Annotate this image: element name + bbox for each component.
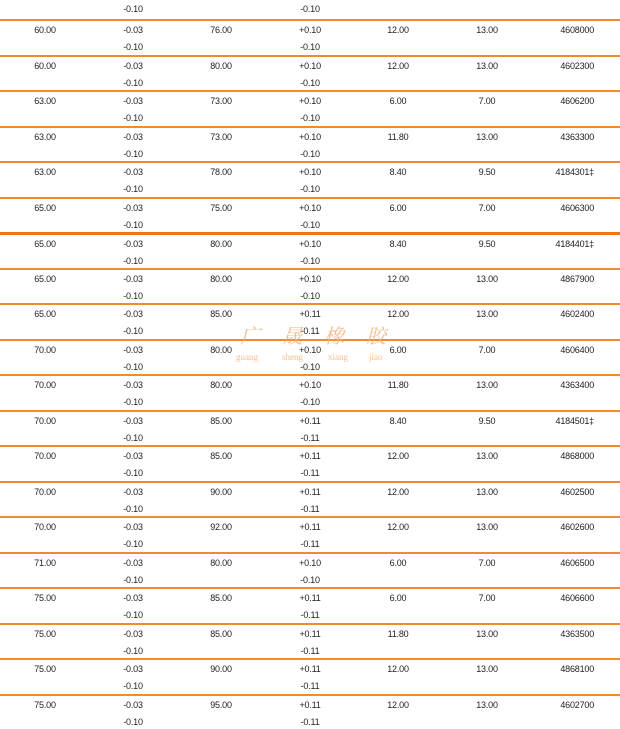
inner-tolerance-lower: -0.10 — [123, 681, 143, 691]
table-row — [0, 339, 620, 375]
inner-tolerance-lower: -0.10 — [123, 291, 143, 301]
outer-diameter: 95.00 — [210, 700, 232, 710]
outer-diameter: 90.00 — [210, 664, 232, 674]
inner-diameter: 63.00 — [34, 132, 56, 142]
outer-tolerance-lower: -0.10 — [300, 397, 320, 407]
inner-diameter: 75.00 — [34, 593, 56, 603]
inner-tolerance-lower: -0.10 — [123, 113, 143, 123]
outer-diameter: 85.00 — [210, 416, 232, 426]
inner-tolerance-upper: -0.03 — [123, 25, 143, 35]
inner-diameter: 70.00 — [34, 345, 56, 355]
outer-tolerance-upper: +0.11 — [299, 416, 320, 426]
height-min: 12.00 — [387, 309, 409, 319]
height-max: 9.50 — [479, 416, 496, 426]
table-row — [0, 552, 620, 588]
outer-tolerance-upper: +0.10 — [299, 96, 321, 106]
table-row — [0, 303, 620, 339]
inner-tolerance-upper: -0.03 — [123, 593, 143, 603]
watermark-char: 橡 — [324, 320, 344, 349]
part-code: 4606600 — [560, 593, 594, 603]
outer-tolerance-upper: +0.10 — [299, 380, 321, 390]
outer-tolerance-upper: +0.10 — [299, 132, 321, 142]
height-min: 11.80 — [388, 380, 409, 390]
height-max: 7.00 — [479, 558, 496, 568]
inner-diameter: 63.00 — [34, 96, 56, 106]
table-row-partial — [0, 0, 620, 19]
inner-tolerance-lower: -0.10 — [123, 78, 143, 88]
height-min: 6.00 — [390, 593, 407, 603]
inner-diameter: 70.00 — [34, 380, 56, 390]
inner-tolerance-upper: -0.03 — [123, 96, 143, 106]
height-min: 12.00 — [387, 25, 409, 35]
inner-diameter: 75.00 — [34, 629, 56, 639]
inner-tolerance-lower: -0.10 — [123, 149, 143, 159]
outer-tolerance-lower: -0.11 — [301, 504, 320, 514]
outer-diameter: 85.00 — [210, 309, 232, 319]
table-row — [0, 587, 620, 623]
height-min: 12.00 — [387, 274, 409, 284]
part-code: 4606500 — [560, 558, 594, 568]
outer-diameter: 80.00 — [210, 239, 232, 249]
inner-tolerance-upper: -0.03 — [123, 416, 143, 426]
outer-diameter: 76.00 — [210, 25, 232, 35]
inner-diameter: 63.00 — [34, 167, 56, 177]
inner-tolerance-lower: -0.10 — [123, 433, 143, 443]
part-code: 4184401‡ — [556, 239, 594, 249]
part-code: 4184301‡ — [556, 167, 594, 177]
outer-diameter: 75.00 — [210, 203, 232, 213]
height-max: 13.00 — [476, 629, 498, 639]
height-min: 6.00 — [390, 345, 407, 355]
inner-diameter: 75.00 — [34, 664, 56, 674]
table-row — [0, 126, 620, 162]
height-min: 12.00 — [387, 487, 409, 497]
outer-diameter: 85.00 — [210, 593, 232, 603]
height-min: 8.40 — [390, 239, 407, 249]
part-code: 4184501‡ — [556, 416, 594, 426]
inner-tolerance-upper: -0.03 — [123, 345, 143, 355]
watermark-char: 晟 — [282, 320, 302, 349]
inner-diameter: 65.00 — [34, 274, 56, 284]
inner-tolerance-lower: -0.10 — [123, 220, 143, 230]
height-max: 13.00 — [476, 274, 498, 284]
outer-tolerance-lower: -0.11 — [301, 433, 320, 443]
inner-tolerance-upper: -0.03 — [123, 700, 143, 710]
outer-tolerance-lower: -0.11 — [301, 646, 320, 656]
outer-tolerance-upper: +0.11 — [299, 309, 320, 319]
inner-tolerance-lower: -0.10 — [123, 575, 143, 585]
outer-diameter: 78.00 — [210, 167, 232, 177]
height-max: 13.00 — [476, 309, 498, 319]
watermark-pinyin: jiao — [369, 352, 383, 362]
table-row — [0, 197, 620, 233]
outer-tolerance-lower: -0.11 — [301, 681, 320, 691]
table-row — [0, 445, 620, 481]
outer-tolerance-upper: +0.11 — [299, 593, 320, 603]
height-max: 13.00 — [476, 61, 498, 71]
outer-tolerance-lower: -0.10 — [300, 256, 320, 266]
watermark-char: 广 — [240, 320, 260, 349]
inner-tolerance-lower: -0.10 — [123, 4, 143, 14]
outer-tolerance-upper: +0.10 — [299, 203, 321, 213]
height-min: 12.00 — [387, 61, 409, 71]
outer-tolerance-lower: -0.10 — [300, 184, 320, 194]
inner-tolerance-lower: -0.10 — [123, 184, 143, 194]
outer-tolerance-upper: +0.10 — [299, 25, 321, 35]
table-body — [0, 19, 620, 729]
inner-tolerance-upper: -0.03 — [123, 239, 143, 249]
inner-tolerance-upper: -0.03 — [123, 664, 143, 674]
outer-diameter: 85.00 — [210, 451, 232, 461]
table-row — [0, 232, 620, 268]
table-row — [0, 516, 620, 552]
outer-diameter: 80.00 — [210, 61, 232, 71]
part-code: 4602400 — [560, 309, 594, 319]
table-row — [0, 268, 620, 304]
outer-tolerance-lower: -0.11 — [301, 610, 320, 620]
table-row — [0, 90, 620, 126]
outer-diameter: 73.00 — [210, 96, 232, 106]
height-min: 6.00 — [390, 203, 407, 213]
outer-diameter: 90.00 — [210, 487, 232, 497]
height-min: 8.40 — [390, 416, 407, 426]
outer-tolerance-upper: +0.10 — [299, 274, 321, 284]
outer-tolerance-lower: -0.10 — [300, 220, 320, 230]
part-code: 4602700 — [560, 700, 594, 710]
outer-tolerance-upper: +0.10 — [299, 345, 321, 355]
inner-tolerance-upper: -0.03 — [123, 629, 143, 639]
outer-tolerance-lower: -0.11 — [301, 326, 320, 336]
inner-tolerance-upper: -0.03 — [123, 203, 143, 213]
inner-tolerance-upper: -0.03 — [123, 167, 143, 177]
inner-tolerance-lower: -0.10 — [123, 610, 143, 620]
outer-diameter: 80.00 — [210, 345, 232, 355]
inner-diameter: 60.00 — [34, 25, 56, 35]
height-min: 8.40 — [390, 167, 407, 177]
inner-tolerance-lower: -0.10 — [123, 42, 143, 52]
height-max: 13.00 — [476, 522, 498, 532]
height-max: 9.50 — [479, 239, 496, 249]
inner-tolerance-lower: -0.10 — [123, 256, 143, 266]
inner-diameter: 70.00 — [34, 451, 56, 461]
part-code: 4606300 — [560, 203, 594, 213]
outer-tolerance-lower: -0.10 — [300, 575, 320, 585]
part-code: 4363400 — [560, 380, 594, 390]
outer-tolerance-lower: -0.10 — [300, 78, 320, 88]
inner-tolerance-lower: -0.10 — [123, 717, 143, 727]
part-code: 4602300 — [560, 61, 594, 71]
outer-diameter: 80.00 — [210, 274, 232, 284]
outer-tolerance-lower: -0.11 — [301, 468, 320, 478]
outer-tolerance-lower: -0.10 — [300, 4, 320, 14]
inner-diameter: 70.00 — [34, 487, 56, 497]
inner-tolerance-lower: -0.10 — [123, 539, 143, 549]
inner-diameter: 70.00 — [34, 522, 56, 532]
height-max: 13.00 — [476, 664, 498, 674]
outer-tolerance-upper: +0.11 — [299, 700, 320, 710]
part-code: 4868000 — [560, 451, 594, 461]
outer-tolerance-upper: +0.11 — [299, 487, 320, 497]
outer-tolerance-lower: -0.11 — [301, 539, 320, 549]
table-row — [0, 161, 620, 197]
inner-diameter: 71.00 — [34, 558, 56, 568]
inner-diameter: 75.00 — [34, 700, 56, 710]
outer-tolerance-upper: +0.10 — [299, 239, 321, 249]
height-min: 6.00 — [390, 558, 407, 568]
part-code: 4602600 — [560, 522, 594, 532]
inner-diameter: 65.00 — [34, 309, 56, 319]
inner-tolerance-lower: -0.10 — [123, 646, 143, 656]
inner-tolerance-lower: -0.10 — [123, 468, 143, 478]
outer-tolerance-upper: +0.10 — [299, 558, 321, 568]
watermark-pinyin: guang — [236, 352, 258, 362]
table-row — [0, 410, 620, 446]
height-min: 12.00 — [387, 664, 409, 674]
height-max: 7.00 — [479, 203, 496, 213]
outer-tolerance-lower: -0.10 — [300, 113, 320, 123]
inner-tolerance-lower: -0.10 — [123, 504, 143, 514]
inner-tolerance-upper: -0.03 — [123, 61, 143, 71]
table-row — [0, 658, 620, 694]
outer-diameter: 80.00 — [210, 380, 232, 390]
inner-tolerance-lower: -0.10 — [123, 362, 143, 372]
part-code: 4868100 — [560, 664, 594, 674]
outer-tolerance-upper: +0.11 — [299, 664, 320, 674]
height-max: 7.00 — [479, 345, 496, 355]
inner-diameter: 60.00 — [34, 61, 56, 71]
part-code: 4363500 — [560, 629, 594, 639]
inner-tolerance-lower: -0.10 — [123, 397, 143, 407]
inner-tolerance-upper: -0.03 — [123, 522, 143, 532]
table-row — [0, 19, 620, 55]
height-max: 9.50 — [479, 167, 496, 177]
inner-tolerance-upper: -0.03 — [123, 451, 143, 461]
table-row — [0, 55, 620, 91]
table-row — [0, 623, 620, 659]
outer-diameter: 80.00 — [210, 558, 232, 568]
height-min: 12.00 — [387, 451, 409, 461]
inner-diameter: 65.00 — [34, 203, 56, 213]
inner-tolerance-upper: -0.03 — [123, 132, 143, 142]
outer-tolerance-upper: +0.11 — [299, 629, 320, 639]
outer-diameter: 92.00 — [210, 522, 232, 532]
watermark-pinyin: sheng — [282, 352, 303, 362]
outer-tolerance-lower: -0.10 — [300, 149, 320, 159]
inner-tolerance-lower: -0.10 — [123, 326, 143, 336]
height-max: 7.00 — [479, 593, 496, 603]
inner-tolerance-upper: -0.03 — [123, 558, 143, 568]
height-max: 13.00 — [476, 25, 498, 35]
outer-tolerance-upper: +0.11 — [299, 451, 320, 461]
table-row — [0, 374, 620, 410]
outer-diameter: 85.00 — [210, 629, 232, 639]
table-row — [0, 694, 620, 729]
part-code: 4363300 — [560, 132, 594, 142]
outer-tolerance-lower: -0.10 — [300, 42, 320, 52]
inner-tolerance-upper: -0.03 — [123, 309, 143, 319]
inner-tolerance-upper: -0.03 — [123, 274, 143, 284]
height-min: 11.80 — [388, 132, 409, 142]
height-max: 13.00 — [476, 487, 498, 497]
height-max: 7.00 — [479, 96, 496, 106]
part-code: 4867900 — [560, 274, 594, 284]
height-min: 12.00 — [387, 522, 409, 532]
outer-tolerance-lower: -0.10 — [300, 291, 320, 301]
height-max: 13.00 — [476, 132, 498, 142]
part-code: 4606400 — [560, 345, 594, 355]
watermark-char: 胶 — [366, 320, 386, 349]
inner-diameter: 65.00 — [34, 239, 56, 249]
outer-tolerance-lower: -0.10 — [300, 362, 320, 372]
height-min: 11.80 — [388, 629, 409, 639]
part-code: 4602500 — [560, 487, 594, 497]
outer-diameter: 73.00 — [210, 132, 232, 142]
inner-tolerance-upper: -0.03 — [123, 487, 143, 497]
height-max: 13.00 — [476, 380, 498, 390]
height-min: 6.00 — [390, 96, 407, 106]
part-code: 4606200 — [560, 96, 594, 106]
inner-tolerance-upper: -0.03 — [123, 380, 143, 390]
part-code: 4608000 — [560, 25, 594, 35]
inner-diameter: 70.00 — [34, 416, 56, 426]
height-min: 12.00 — [387, 700, 409, 710]
outer-tolerance-lower: -0.11 — [301, 717, 320, 727]
height-max: 13.00 — [476, 700, 498, 710]
outer-tolerance-upper: +0.10 — [299, 61, 321, 71]
outer-tolerance-upper: +0.10 — [299, 167, 321, 177]
height-max: 13.00 — [476, 451, 498, 461]
watermark-pinyin: xiang — [328, 352, 348, 362]
outer-tolerance-upper: +0.11 — [299, 522, 320, 532]
table-row — [0, 481, 620, 517]
